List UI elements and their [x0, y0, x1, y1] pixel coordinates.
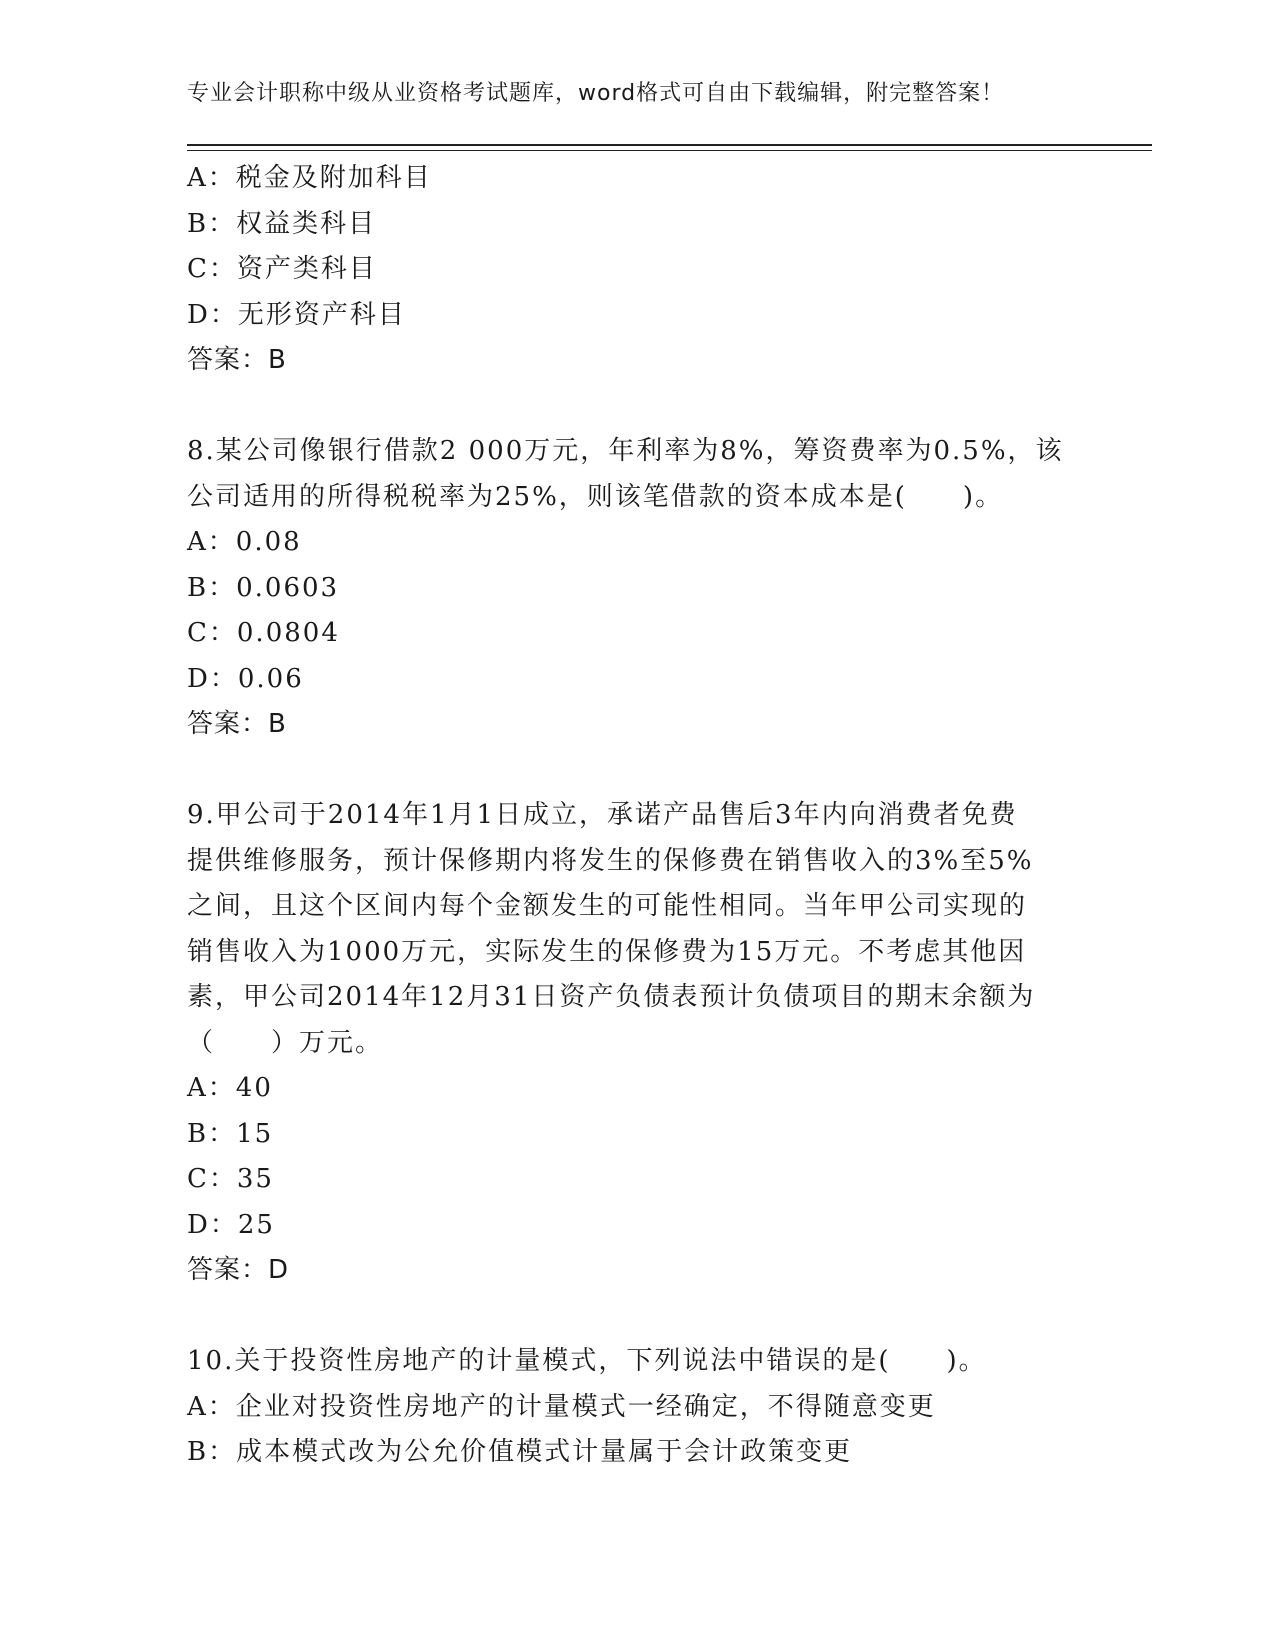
question-text-line: 之间，且这个区间内每个金额发生的可能性相同。当年甲公司实现的	[187, 891, 1028, 921]
option-c: C：资产类科目	[187, 254, 377, 284]
option-a: A：40	[187, 1073, 273, 1103]
question-text-line: 8.某公司像银行借款2 000万元，年利率为8%，筹资费率为0.5%，该	[187, 436, 1064, 466]
answer: 答案：B	[187, 345, 287, 375]
question-text-line: 公司适用的所得税税率为25%，则该笔借款的资本成本是( )。	[187, 481, 1004, 512]
answer: 答案：D	[187, 1255, 290, 1285]
document-body	[187, 156, 1087, 1476]
question-text-line: 9.甲公司于2014年1月1日成立，承诺产品售后3年内向消费者免费	[187, 800, 1018, 830]
option-d: D：25	[187, 1209, 275, 1240]
answer: 答案：B	[187, 709, 287, 739]
option-d: D：无形资产科目	[187, 299, 406, 330]
option-d: D：0.06	[187, 663, 304, 694]
question-8	[187, 429, 1087, 748]
header-rule	[187, 144, 1152, 151]
question-9	[187, 793, 1087, 1294]
page-header: 专业会计职称中级从业资格考试题库，word格式可自由下载编辑，附完整答案！	[187, 81, 1005, 106]
option-b: B：权益类科目	[187, 208, 377, 239]
question-text-line: 素，甲公司2014年12月31日资产负债表预计负债项目的期末余额为	[187, 982, 1036, 1012]
option-c: C：0.0804	[187, 618, 340, 648]
question-text-line: （ ）万元。	[187, 1027, 384, 1058]
option-a: A：企业对投资性房地产的计量模式一经确定，不得随意变更	[187, 1391, 936, 1422]
question-text-line: 销售收入为1000万元，实际发生的保修费为15万元。不考虑其他因	[187, 936, 1027, 967]
option-a: A：税金及附加科目	[187, 163, 432, 193]
option-c: C：35	[187, 1164, 274, 1194]
question-text-line: 提供维修服务，预计保修期内将发生的保修费在销售收入的3%至5%	[187, 845, 1034, 876]
option-b: B：0.0603	[187, 572, 340, 603]
option-b: B：成本模式改为公允价值模式计量属于会计政策变更	[187, 1437, 853, 1467]
option-a: A：0.08	[187, 527, 302, 557]
question-10	[187, 1339, 1087, 1476]
option-b: B：15	[187, 1118, 274, 1149]
question-text-line: 10.关于投资性房地产的计量模式，下列说法中错误的是( )。	[187, 1346, 987, 1376]
question-7-options	[187, 156, 1087, 384]
